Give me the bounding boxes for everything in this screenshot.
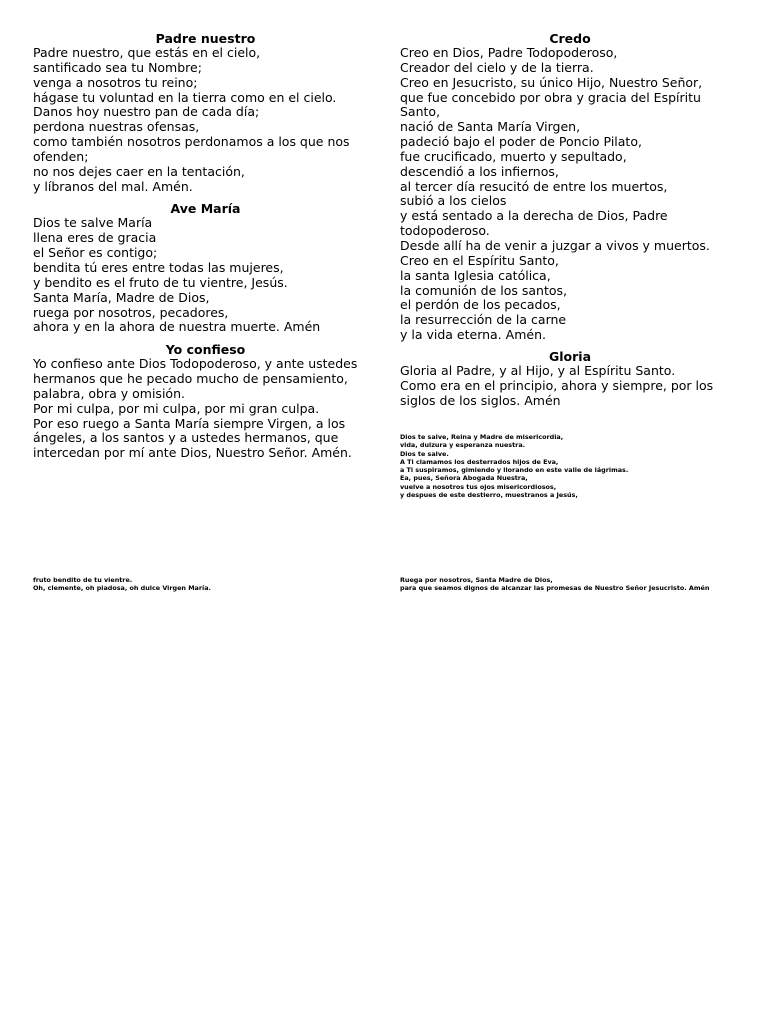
prayer-line: Creo en Jesucristo, su único Hijo, Nuestro Señor, xyxy=(400,74,703,90)
small-line: vuelve a nosotros tus ojos misericordiosos, xyxy=(400,482,557,491)
prayer-line: intercedan por mí ante Dios, Nuestro Señor. Amén. xyxy=(33,445,352,461)
prayer-line: el perdón de los pecados, xyxy=(400,297,561,313)
small-line: Ea, pues, Señora Abogada Nuestra, xyxy=(400,474,528,483)
small-line: A Ti clamamos los desterrados hijos de Eva, xyxy=(400,457,559,466)
prayer-line: santificado sea tu Nombre; xyxy=(33,59,202,75)
prayer-line: y la vida eterna. Amén. xyxy=(400,327,546,343)
prayer-line: hágase tu voluntad en la tierra como en el cielo. xyxy=(33,89,337,105)
left-column xyxy=(33,31,378,467)
prayer-title: Gloria xyxy=(548,348,592,364)
prayer-line: Danos hoy nuestro pan de cada día; xyxy=(33,104,260,120)
small-line: Ruega por nosotros, Santa Madre de Dios, xyxy=(400,576,553,584)
small-line: Dios te salve. xyxy=(400,449,449,458)
prayer-line: venga a nosotros tu reino; xyxy=(33,74,198,90)
prayer-line: Por eso ruego a Santa María siempre Virgen, a los xyxy=(33,415,346,431)
prayer-line: siglos de los siglos. Amén xyxy=(400,392,561,408)
prayer-ave-maria xyxy=(33,201,378,335)
footer-right xyxy=(400,576,709,593)
prayer-line: ahora y en la ahora de nuestra muerte. Amén xyxy=(33,319,321,335)
prayer-credo xyxy=(400,31,740,343)
prayer-line: Creo en el Espíritu Santo, xyxy=(400,252,559,268)
prayer-line: Santa María, Madre de Dios, xyxy=(33,289,210,305)
right-column xyxy=(400,31,740,414)
prayer-line: y líbranos del mal. Amén. xyxy=(33,178,193,194)
small-line: para que seamos dignos de alcanzar las promesas de Nuestro Señor Jesucristo. Amén xyxy=(400,584,710,593)
prayer-line: Desde allí ha de venir a juzgar a vivos y muertos. xyxy=(400,237,710,253)
prayer-line: fue crucificado, muerto y sepultado, xyxy=(400,148,627,164)
prayer-line: Santo, xyxy=(400,104,441,120)
prayer-line: nació de Santa María Virgen, xyxy=(400,119,581,135)
prayer-line: y bendito es el fruto de tu vientre, Jesús. xyxy=(33,274,288,290)
prayer-title: Ave María xyxy=(170,201,241,217)
prayer-line: Por mi culpa, por mi culpa, por mi gran culpa. xyxy=(33,400,320,416)
prayer-line: Gloria al Padre, y al Hijo, y al Espíritu Santo. xyxy=(400,362,676,378)
small-line: a Ti suspiramos, gimiendo y llorando en este valle de lágrimas. xyxy=(400,466,629,475)
prayer-line: bendita tú eres entre todas las mujeres, xyxy=(33,259,284,275)
small-line: vida, dulzura y esperanza nuestra. xyxy=(400,441,526,450)
prayer-line: y está sentado a la derecha de Dios, Padre xyxy=(400,208,668,224)
prayer-title: Credo xyxy=(549,31,591,46)
small-line: Oh, clemente, oh piadosa, oh dulce Virgen María. xyxy=(33,584,211,593)
prayer-line: palabra, obra y omisión. xyxy=(33,385,185,401)
prayer-line: todopoderoso. xyxy=(400,223,490,239)
prayer-line: la comunión de los santos, xyxy=(400,282,567,298)
prayer-line: descendió a los infiernos, xyxy=(400,163,559,179)
prayer-gloria xyxy=(400,349,740,409)
prayer-line: Padre nuestro, que estás en el cielo, xyxy=(33,45,261,60)
prayer-line: que fue concebido por obra y gracia del Espíritu xyxy=(400,89,701,105)
prayer-line: la resurrección de la carne xyxy=(400,312,567,328)
prayer-line: Creo en Dios, Padre Todopoderoso, xyxy=(400,45,618,60)
prayer-line: ofenden; xyxy=(33,148,89,164)
prayer-line: como también nosotros perdonamos a los que nos xyxy=(33,134,350,150)
prayer-line: Dios te salve María xyxy=(33,215,153,231)
prayer-title: Yo confieso xyxy=(165,342,246,358)
prayer-line: al tercer día resucitó de entre los muertos, xyxy=(400,178,668,194)
prayer-line: Creador del cielo y de la tierra. xyxy=(400,59,594,75)
prayer-line: la santa Iglesia católica, xyxy=(400,267,551,283)
prayer-line: subió a los cielos xyxy=(400,193,507,209)
prayer-line: Yo confieso ante Dios Todopoderoso, y ante ustedes xyxy=(33,356,358,372)
salve-small-text xyxy=(400,433,740,499)
prayer-line: no nos dejes caer en la tentación, xyxy=(33,163,245,179)
prayer-yo-confieso xyxy=(33,342,378,461)
prayer-padre-nuestro xyxy=(33,31,378,194)
prayer-line: hermanos que he pecado mucho de pensamiento, xyxy=(33,371,348,387)
prayer-line: padeció bajo el poder de Poncio Pilato, xyxy=(400,134,642,150)
prayer-title: Padre nuestro xyxy=(155,31,256,46)
prayer-line: el Señor es contigo; xyxy=(33,245,158,261)
small-line: y despues de este destierro, muestranos a Jesús, xyxy=(400,491,578,500)
prayer-line: perdona nuestras ofensas, xyxy=(33,119,200,135)
small-line: fruto bendito de tu vientre. xyxy=(33,576,133,584)
prayer-line: ángeles, a los santos y a ustedes hermanos, que xyxy=(33,430,339,446)
prayer-line: Como era en el principio, ahora y siempre, por los xyxy=(400,377,714,393)
prayer-line: ruega por nosotros, pecadores, xyxy=(33,304,229,320)
small-line: Dios te salve, Reina y Madre de misericordia, xyxy=(400,433,564,441)
footer-left xyxy=(33,576,211,593)
prayer-line: llena eres de gracia xyxy=(33,230,157,246)
